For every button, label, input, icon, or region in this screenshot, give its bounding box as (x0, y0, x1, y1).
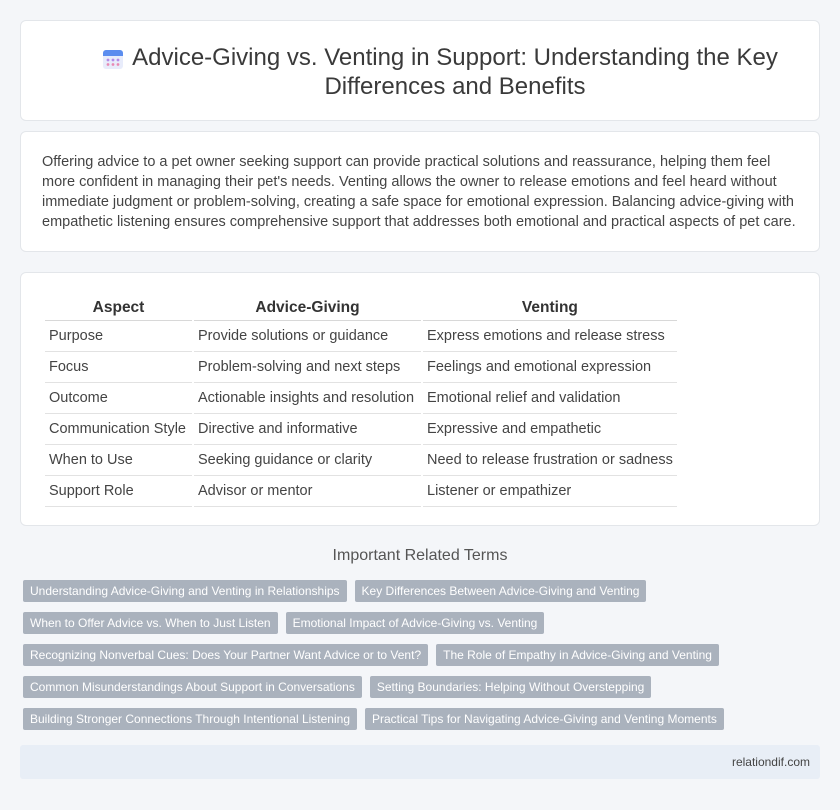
table-cell: Focus (45, 352, 192, 383)
intro-paragraph: Offering advice to a pet owner seeking support can provide practical solutions and reassurance, helping them feel more confident in managing their pet's needs. Venting allows the owner to release emotions and feel heard without immediate judgment or problem-solving, creating a safe space for emotional expression. Balancing advice-giving with empathetic listening ensures comprehensive support that addresses both emotional and practical aspects of pet care. (42, 154, 796, 230)
related-term-tag[interactable]: Key Differences Between Advice-Giving and Venting (355, 580, 647, 602)
related-term-tag[interactable]: Emotional Impact of Advice-Giving vs. Venting (286, 612, 545, 634)
related-terms-heading: Important Related Terms (332, 547, 508, 564)
comparison-table (43, 295, 679, 507)
site-name[interactable]: relationdif.com (731, 755, 810, 769)
related-term-tag[interactable]: Building Stronger Connections Through Intentional Listening (23, 708, 357, 730)
table-cell: Listener or empathizer (423, 476, 677, 507)
title-card (20, 20, 820, 121)
page-title: Advice-Giving vs. Venting in Support: Understanding the Key Differences and Benefits (132, 44, 778, 100)
table-cell: Provide solutions or guidance (194, 321, 421, 352)
table-cell: Feelings and emotional expression (423, 352, 677, 383)
related-term-tag[interactable]: Practical Tips for Navigating Advice-Giving and Venting Moments (365, 708, 724, 730)
table-cell: Express emotions and release stress (423, 321, 677, 352)
table-cell: Emotional relief and validation (423, 383, 677, 414)
header-advice-giving: Advice-Giving (194, 295, 421, 321)
header-aspect: Aspect (45, 295, 192, 321)
related-term-tag[interactable]: When to Offer Advice vs. When to Just Listen (23, 612, 278, 634)
table-cell: Support Role (45, 476, 192, 507)
calendar-icon (101, 47, 125, 71)
table-cell: Need to release frustration or sadness (423, 445, 677, 476)
table-cell: When to Use (45, 445, 192, 476)
table-cell: Communication Style (45, 414, 192, 445)
related-term-tag[interactable]: Recognizing Nonverbal Cues: Does Your Partner Want Advice or to Vent? (23, 644, 428, 666)
related-term-tag[interactable]: Common Misunderstandings About Support in Conversations (23, 676, 362, 698)
table-row (45, 383, 677, 414)
related-term-tag[interactable]: Understanding Advice-Giving and Venting in Relationships (23, 580, 347, 602)
footer-bar (20, 745, 820, 779)
table-cell: Expressive and empathetic (423, 414, 677, 445)
related-term-tag[interactable]: The Role of Empathy in Advice-Giving and Venting (436, 644, 719, 666)
related-terms-list (23, 580, 803, 730)
table-row (45, 476, 677, 507)
related-term-tag[interactable]: Setting Boundaries: Helping Without Overstepping (370, 676, 652, 698)
table-row (45, 352, 677, 383)
table-cell: Purpose (45, 321, 192, 352)
table-cell: Problem-solving and next steps (194, 352, 421, 383)
table-cell: Directive and informative (194, 414, 421, 445)
table-row (45, 445, 677, 476)
table-row (45, 321, 677, 352)
table-header-row (45, 295, 677, 321)
table-cell: Advisor or mentor (194, 476, 421, 507)
header-venting: Venting (423, 295, 677, 321)
table-cell: Outcome (45, 383, 192, 414)
intro-card (20, 131, 820, 252)
table-cell: Actionable insights and resolution (194, 383, 421, 414)
comparison-card (20, 272, 820, 526)
table-row (45, 414, 677, 445)
table-cell: Seeking guidance or clarity (194, 445, 421, 476)
